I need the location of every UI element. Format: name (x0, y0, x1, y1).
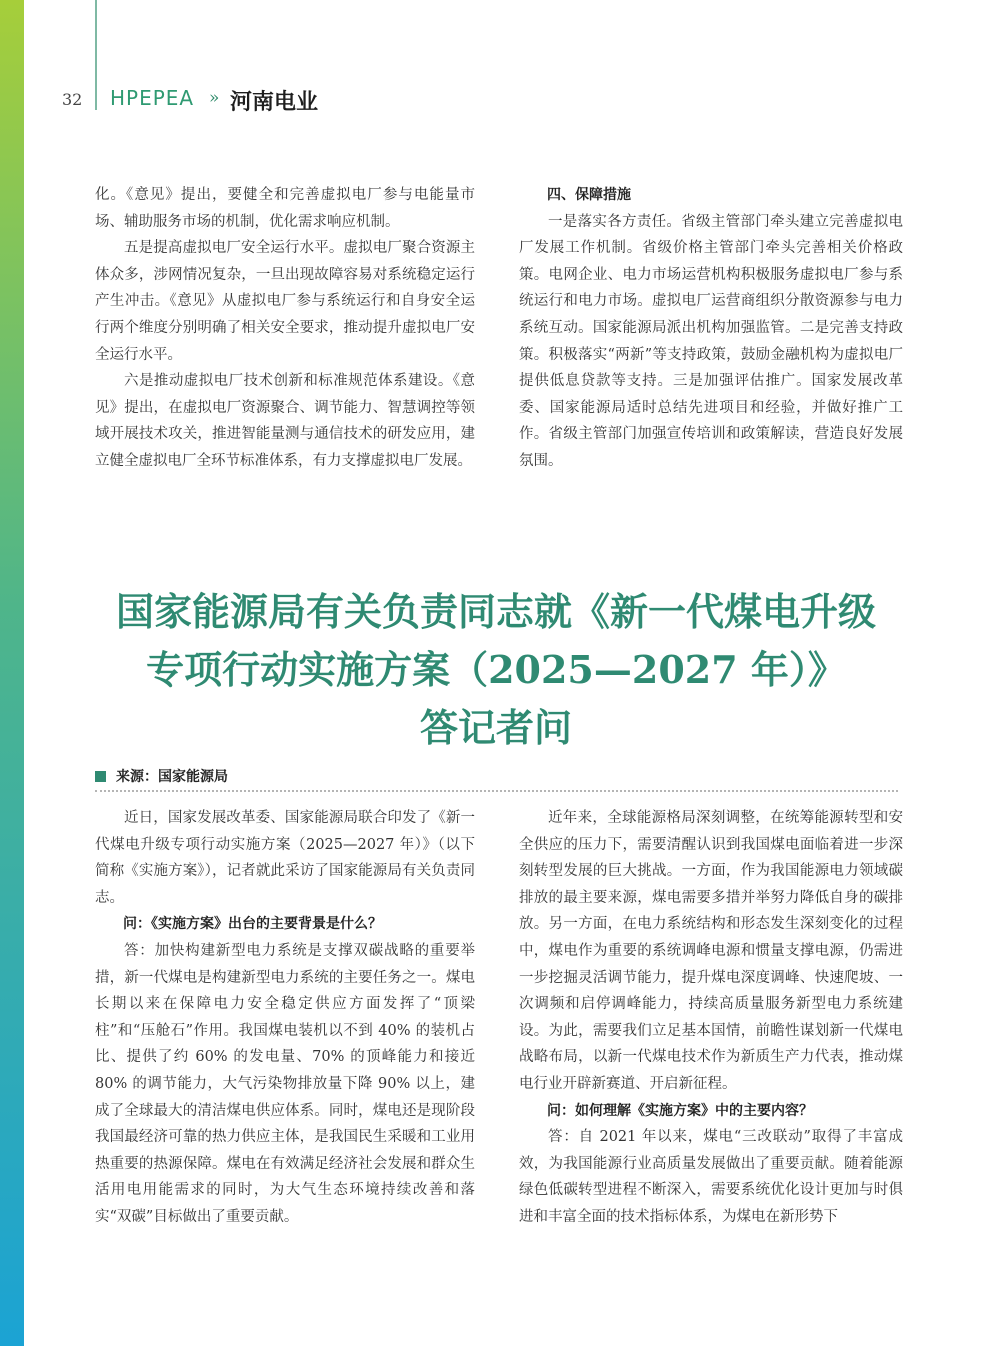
bottom-right-column (519, 805, 903, 1231)
brand-logo-chinese: 河南电业 (230, 89, 319, 115)
section-heading: 四、保障措施 (547, 187, 631, 203)
square-bullet-icon (95, 771, 106, 782)
paragraph: 六是推动虚拟电厂技术创新和标准规范体系建设。《意见》提出，在虚拟电厂资源聚合、调节能力、智慧调控等领域开展技术攻关，推进智能量测与通信技术的研发应用，建立健全虚拟电厂全环节标准体系，有力支撑虚拟电厂发展。 (95, 373, 475, 469)
paragraph: 一是落实各方责任。省级主管部门牵头建立完善虚拟电厂发展工作机制。省级价格主管部门牵头完善相关价格政策。电网企业、电力市场运营机构积极服务虚拟电厂参与系统运行和电力市场。虚拟电厂运营商组织分散资源参与电力系统互动。国家能源局派出机构加强监管。二是完善支持政策。积极落实“两新”等支持政策，鼓励金融机构为虚拟电厂提供低息贷款等支持。三是加强评估推广。国家发展改革委、国家能源局适时总结先进项目和经验，并做好推广工作。省级主管部门加强宣传培训和政策解读，营造良好发展氛围。 (519, 213, 903, 469)
chevron-separator-icon: » (209, 88, 220, 108)
article-title-line-3: 答记者问 (419, 705, 572, 750)
article-title-line-2: 专项行动实施方案（2025—2027 年）》 (146, 647, 846, 692)
dotted-divider (95, 790, 898, 792)
side-color-bar (0, 0, 24, 1346)
bottom-left-column (95, 805, 475, 1231)
section-heading: 问：如何理解《实施方案》中的主要内容？ (547, 1102, 813, 1119)
paragraph: 五是提高虚拟电厂安全运行水平。虚拟电厂聚合资源主体众多，涉网情况复杂，一旦出现故障容易对系统稳定运行产生冲击。《意见》从虚拟电厂参与系统运行和自身安全运行两个维度分别明确了相关安全要求，推动提升虚拟电厂安全运行水平。 (95, 240, 475, 363)
header-divider (95, 0, 97, 110)
paragraph: 答：自 2021 年以来，煤电“三改联动”取得了丰富成效，为我国能源行业高质量发展做出了重要贡献。随着能源绿色低碳转型进程不断深入，需要系统优化设计更加与时俱进和丰富全面的技术指标体系，为煤电在新形势下 (519, 1129, 903, 1225)
top-right-column (519, 182, 903, 475)
paragraph: 化。《意见》提出，要健全和完善虚拟电厂参与电能量市场、辅助服务市场的机制，优化需求响应机制。 (95, 187, 475, 230)
page-number: 32 (62, 90, 83, 109)
paragraph: 近日，国家发展改革委、国家能源局联合印发了《新一代煤电升级专项行动实施方案（2025—2027 年）》（以下简称《实施方案》），记者就此采访了国家能源局有关负责同志。 (95, 810, 475, 906)
source-label: 来源：国家能源局 (116, 769, 228, 785)
top-left-column (95, 182, 475, 475)
article-source (95, 766, 228, 786)
paragraph: 答：加快构建新型电力系统是支撑双碳战略的重要举措，新一代煤电是构建新型电力系统的主要任务之一。煤电长期以来在保障电力安全稳定供应方面发挥了“顶梁柱”和“压舱石”作用。我国煤电装机以不到 40% 的装机占比、提供了约 60% 的发电量、70% 的顶峰能力和接近 80% 的调节能力，大气污染物排放量下降 90% 以上，建成了全球最大的清洁煤电供应体系。同时，煤电还是现阶段我国最经济可靠的热力供应主体，是我国民生采暖和工业用热重要的热源保障。煤电在有效满足经济社会发展和群众生活用电用能需求的同时，为大气生态环境持续改善和落实“双碳”目标做出了重要贡献。 (95, 942, 475, 1225)
section-heading: 问：《实施方案》出台的主要背景是什么？ (123, 916, 382, 933)
brand-logo-latin: HPEPEA (110, 86, 195, 110)
article-title-line-1: 国家能源局有关负责同志就《新一代煤电升级 (115, 589, 876, 634)
paragraph: 近年来，全球能源格局深刻调整，在统筹能源转型和安全供应的压力下，需要清醒认识到我国煤电面临着进一步深刻转型发展的巨大挑战。一方面，作为我国能源电力领域碳排放的最主要来源，煤电需要多措并举努力降低自身的碳排放。另一方面，在电力系统结构和形态发生深刻变化的过程中，煤电作为重要的系统调峰电源和惯量支撑电源，仍需进一步挖掘灵活调节能力，提升煤电深度调峰、快速爬坡、一次调频和启停调峰能力，持续高质量服务新型电力系统建设。为此，需要我们立足基本国情，前瞻性谋划新一代煤电战略布局，以新一代煤电技术作为新质生产力代表，推动煤电行业开辟新赛道、开启新征程。 (519, 810, 903, 1092)
